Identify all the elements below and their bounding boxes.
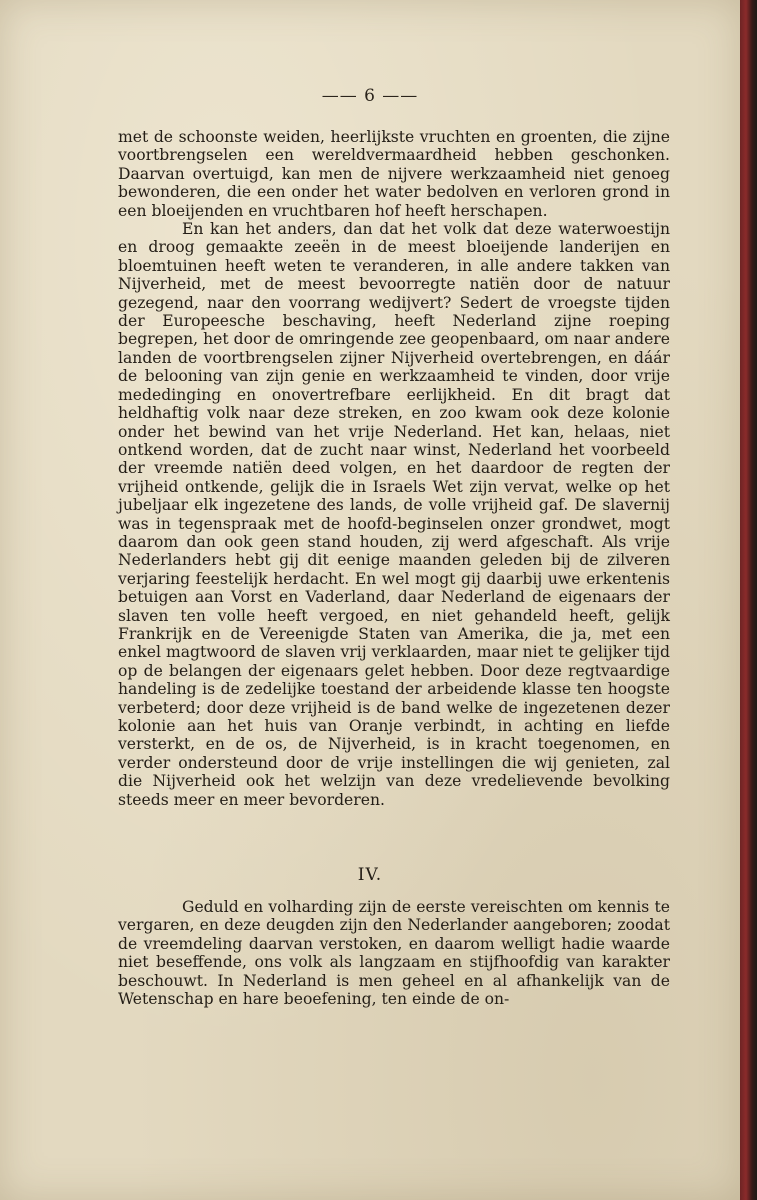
paragraph-2: En kan het anders, dan dat het volk dat deze waterwoestijn en droog gemaakte zeeën in de meest bloeijende landerijen en bloemtuinen heeft weten te veranderen, in alle andere takken van Nijverheid, met de meest bevoorregte natiën door de natuur gezegend, naar den voorrang wedijvert? Sedert de vroegste tijden der Europeesche beschaving, heeft Nederland zijne roeping begrepen, het door de omringende zee geopenbaard, om naar andere landen de voortbrengselen zijner Nijverheid overtebrengen, en dáár de belooning van zijn genie en werkzaamheid te vinden, door vrije mededinging en onovertrefbare eerlijkheid. En dit bragt dat heldhaftig volk naar deze streken, en zoo kwam ook deze kolonie onder het bewind van het vrije Nederland. Het kan, helaas, niet ontkend worden, dat de zucht naar winst, Nederland het voorbeeld der vreemde natiën deed volgen, en het daardoor de regten der vrijheid ontkende, gelijk die in Israels Wet zijn vervat, welke op het jubeljaar elk ingezetene des lands, de volle vrijheid gaf. De slavernij was in tegenspraak met de hoofd-beginselen onzer grondwet, mogt daarom dan ook geen stand houden, zij werd afgeschaft. Als vrije Nederlanders hebt gij dit eenige maanden geleden bij de zilveren verjaring feestelijk herdacht. En wel mogt gij daarbij uwe erkentenis betuigen aan Vorst en Vaderland, daar Nederland de eigenaars der slaven ten volle heeft vergoed, en niet gehandeld heeft, gelijk Frankrijk en de Vereenigde Staten van Amerika, die ja, met een enkel magtwoord de slaven vrij verklaarden, maar niet te gelijker tijd op de belangen der eigenaars gelet hebben. Door deze regtvaardige handeling is de zedelijke toestand der arbeidende klasse ten hoogste verbeterd; door deze vrijheid is de band welke de ingezetenen dezer kolonie aan het huis van Oranje verbindt, in achting en liefde versterkt, en de os, de Nijverheid, is in kracht toegenomen, en verder ondersteund door de vrije instellingen die wij genieten, zal die Nijverheid ook het welzijn van deze vredelievende bevolking steeds meer en meer bevorderen. — [118, 220, 670, 809]
body-text-top — [118, 128, 670, 809]
page-number: —— 6 —— — [321, 86, 419, 106]
binding-edge — [740, 0, 757, 1200]
paragraph-3: Geduld en volharding zijn de eerste vereischten om kennis te vergaren, en deze deugden zijn den Nederlander aangeboren; zoodat de vreemdeling daarvan verstoken, en daarom welligt hadie waarde niet beseffende, ons volk als langzaam en stijfhoofdig van karakter beschouwt. In Nederland is men geheel en al afhankelijk van de Wetenschap en hare beoefening, ten einde de on- — [118, 898, 670, 1009]
section-heading: IV. — [357, 865, 383, 885]
body-text-bottom — [118, 898, 670, 1008]
paragraph-1: met de schoonste weiden, heerlijkste vruchten en groenten, die zijne voortbrengselen een wereldvermaardheid hebben geschonken. Daarvan overtuigd, kan men de nijvere werkzaamheid niet genoeg bewonderen, die een onder het water bedolven en verloren grond in een bloeijenden en vruchtbaren hof heeft herschapen. — [118, 128, 670, 220]
